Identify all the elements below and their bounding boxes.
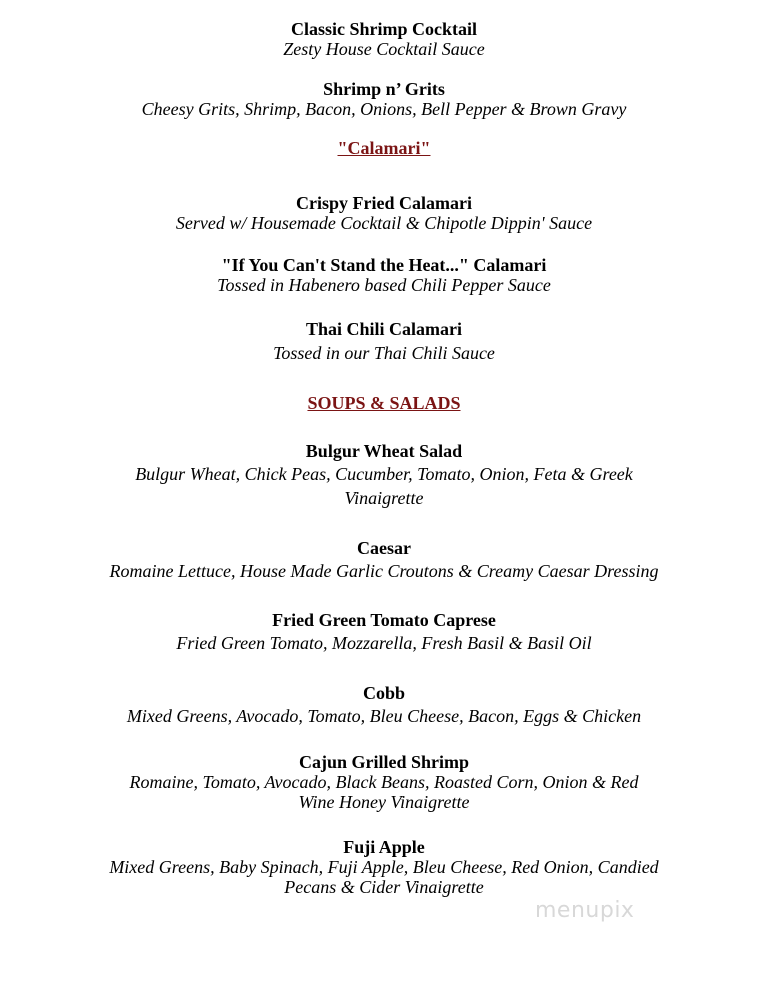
item-name-stand-the-heat-calamari: "If You Can't Stand the Heat..." Calamari bbox=[221, 255, 547, 275]
item-desc-crispy-fried-calamari: Served w/ Housemade Cocktail & Chipotle Dippin' Sauce bbox=[175, 213, 593, 233]
item-name-classic-shrimp-cocktail: Classic Shrimp Cocktail bbox=[290, 19, 477, 39]
item-desc-fried-green-tomato-caprese: Fried Green Tomato, Mozzarella, Fresh Basil & Basil Oil bbox=[176, 633, 592, 653]
item-desc-fuji-apple-line-1: Mixed Greens, Baby Spinach, Fuji Apple, Bleu Cheese, Red Onion, Candied bbox=[109, 857, 659, 877]
item-desc-cajun-grilled-shrimp-line-2: Wine Honey Vinaigrette bbox=[298, 792, 470, 812]
item-desc-classic-shrimp-cocktail: Zesty House Cocktail Sauce bbox=[283, 39, 485, 59]
item-desc-bulgur-wheat-salad-line-2: Vinaigrette bbox=[344, 488, 424, 508]
item-desc-cobb: Mixed Greens, Avocado, Tomato, Bleu Cheese, Bacon, Eggs & Chicken bbox=[126, 706, 642, 726]
menupix-watermark: menupix bbox=[535, 898, 635, 923]
section-heading-calamari: "Calamari" bbox=[337, 138, 431, 158]
item-name-cobb: Cobb bbox=[362, 683, 406, 703]
item-desc-shrimp-n-grits: Cheesy Grits, Shrimp, Bacon, Onions, Bell Pepper & Brown Gravy bbox=[141, 99, 627, 119]
item-desc-fuji-apple-line-2: Pecans & Cider Vinaigrette bbox=[284, 877, 484, 897]
item-name-bulgur-wheat-salad: Bulgur Wheat Salad bbox=[305, 441, 463, 461]
item-desc-caesar: Romaine Lettuce, House Made Garlic Croutons & Creamy Caesar Dressing bbox=[109, 561, 659, 581]
item-name-shrimp-n-grits: Shrimp n’ Grits bbox=[323, 79, 445, 99]
item-name-thai-chili-calamari: Thai Chili Calamari bbox=[305, 319, 462, 339]
item-name-fuji-apple: Fuji Apple bbox=[343, 837, 425, 857]
item-name-caesar: Caesar bbox=[357, 538, 411, 558]
item-desc-cajun-grilled-shrimp-line-1: Romaine, Tomato, Avocado, Black Beans, Roasted Corn, Onion & Red bbox=[129, 772, 639, 792]
item-desc-thai-chili-calamari: Tossed in our Thai Chili Sauce bbox=[273, 343, 495, 363]
item-desc-stand-the-heat-calamari: Tossed in Habenero based Chili Pepper Sauce bbox=[217, 275, 551, 295]
section-heading-soups-salads: SOUPS & SALADS bbox=[307, 393, 461, 413]
item-name-cajun-grilled-shrimp: Cajun Grilled Shrimp bbox=[298, 752, 470, 772]
item-desc-bulgur-wheat-salad-line-1: Bulgur Wheat, Chick Peas, Cucumber, Tomato, Onion, Feta & Greek bbox=[135, 464, 633, 484]
item-name-crispy-fried-calamari: Crispy Fried Calamari bbox=[296, 193, 472, 213]
item-name-fried-green-tomato-caprese: Fried Green Tomato Caprese bbox=[272, 610, 496, 630]
